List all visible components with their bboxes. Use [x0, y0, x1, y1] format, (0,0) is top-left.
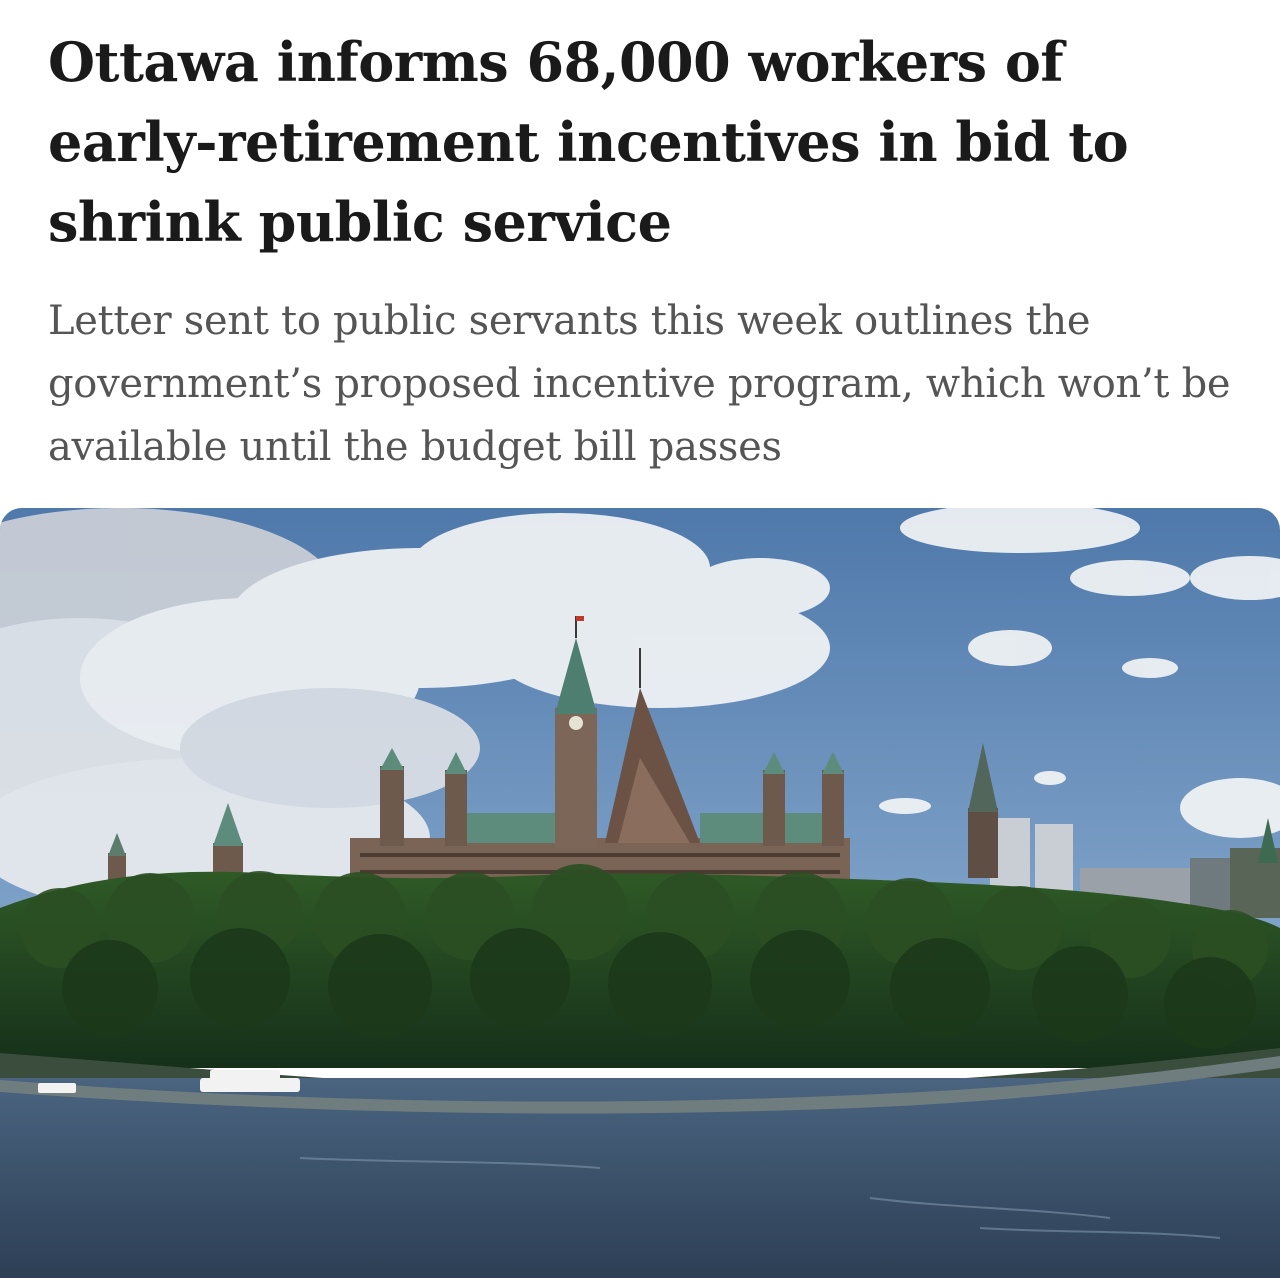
hill-foliage [0, 864, 1280, 1090]
article-photo [0, 508, 1280, 1278]
parliament-hill-illustration [0, 508, 1280, 1278]
article-headline: Ottawa informs 68,000 workers of early-retirement incentives in bid to shrink public service [48, 30, 1129, 254]
article-deck: Letter sent to public servants this week outlines the government’s proposed incentive program, which won’t be available until the budget bill passes [48, 298, 1231, 470]
